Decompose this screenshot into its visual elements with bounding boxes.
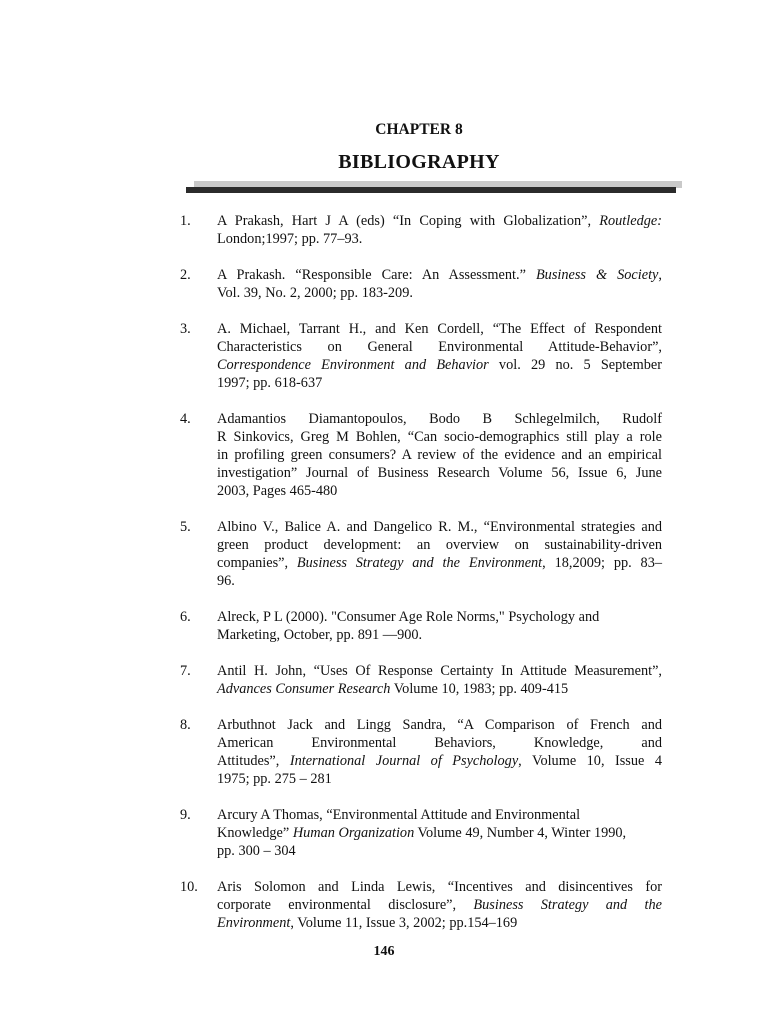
entry-number: 9. xyxy=(180,807,191,823)
bibliography-entry xyxy=(180,320,662,392)
entry-text xyxy=(217,212,662,248)
entry-text xyxy=(217,878,662,932)
entry-line xyxy=(217,896,662,914)
citation-text: Arbuthnot Jack and Lingg Sandra, “A Comparison of French and xyxy=(217,717,662,733)
entry-line xyxy=(217,410,662,428)
entry-line xyxy=(217,626,662,644)
entry-line xyxy=(217,518,662,536)
citation-source: Business Strategy and the xyxy=(473,897,662,913)
citation-text: green product development: an overview on sustainability-driven xyxy=(217,537,662,553)
entry-line xyxy=(217,716,662,734)
citation-source: Correspondence Environment and Behavior xyxy=(217,357,489,373)
citation-text: corporate environmental disclosure”, xyxy=(217,897,474,913)
citation-text: Adamantios Diamantopoulos, Bodo B Schlegelmilch, Rudolf xyxy=(217,411,662,427)
entry-line xyxy=(217,446,662,464)
citation-source: Human Organization xyxy=(292,825,415,841)
entry-line xyxy=(217,266,662,284)
bibliography-entry xyxy=(180,716,662,788)
citation-source: Advances Consumer Research xyxy=(217,681,391,697)
entry-line xyxy=(217,356,662,374)
bibliography-entry xyxy=(180,662,662,698)
citation-text: , 18,2009; pp. 83– xyxy=(542,555,663,571)
citation-text: Marketing, October, pp. 891 —900. xyxy=(217,627,423,643)
entry-line xyxy=(217,806,662,824)
entry-number: 5. xyxy=(180,519,191,535)
entry-number: 2. xyxy=(180,267,191,283)
entry-line xyxy=(217,284,662,302)
citation-text: A Prakash. “Responsible Care: An Assessment.” xyxy=(217,267,536,283)
entry-line xyxy=(217,374,662,392)
entry-text xyxy=(217,662,662,698)
citation-text: , Volume 10, Issue 4 xyxy=(518,753,662,769)
citation-text: Vol. 39, No. 2, 2000; pp. 183-209. xyxy=(217,285,413,301)
entry-line xyxy=(217,842,662,860)
bibliography-entry xyxy=(180,266,662,302)
entry-text xyxy=(217,716,662,788)
entry-line xyxy=(217,464,662,482)
citation-text: American Environmental Behaviors, Knowledge, and xyxy=(217,735,662,751)
citation-source: Environment xyxy=(217,915,291,931)
citation-text: Volume 10, 1983; pp. 409-415 xyxy=(390,681,569,697)
chapter-label: CHAPTER 8 xyxy=(375,121,463,138)
entry-number: 4. xyxy=(180,411,191,427)
citation-text: R Sinkovics, Greg M Bohlen, “Can socio-demographics still play a role xyxy=(217,429,662,445)
bibliography-list xyxy=(180,212,662,950)
rule-bar xyxy=(186,187,676,193)
entry-line xyxy=(217,914,662,932)
citation-text: Knowledge” xyxy=(217,825,293,841)
citation-text: companies”, xyxy=(217,555,297,571)
entry-number: 10. xyxy=(180,879,198,895)
entry-line xyxy=(217,608,662,626)
entry-line xyxy=(217,662,662,680)
citation-text: Volume 49, Number 4, Winter 1990, xyxy=(414,825,627,841)
citation-text: investigation” Journal of Business Research Volume 56, Issue 6, June xyxy=(217,465,662,481)
entry-text xyxy=(217,320,662,392)
entry-number: 1. xyxy=(180,213,191,229)
citation-text: A Prakash, Hart J A (eds) “In Coping with Globalization”, xyxy=(217,213,600,229)
citation-text: 96. xyxy=(217,573,235,589)
entry-number: 3. xyxy=(180,321,191,337)
entry-line xyxy=(217,338,662,356)
entry-line xyxy=(217,878,662,896)
entry-line xyxy=(217,572,662,590)
citation-text: London;1997; pp. 77–93. xyxy=(217,231,363,247)
entry-line xyxy=(217,554,662,572)
entry-line xyxy=(217,230,662,248)
entry-text xyxy=(217,518,662,590)
entry-number: 6. xyxy=(180,609,191,625)
bibliography-entry xyxy=(180,410,662,500)
citation-source: Business & Society xyxy=(535,267,659,283)
entry-line xyxy=(217,824,662,842)
citation-text: Attitudes”, xyxy=(217,753,290,769)
title-rule xyxy=(186,181,678,195)
citation-text: vol. 29 no. 5 September xyxy=(488,357,662,373)
bibliography-entry xyxy=(180,878,662,932)
citation-text: , Volume 11, Issue 3, 2002; pp.154–169 xyxy=(290,915,518,931)
entry-number: 8. xyxy=(180,717,191,733)
citation-text: pp. 300 – 304 xyxy=(217,843,296,859)
entry-text xyxy=(217,608,662,644)
entry-line xyxy=(217,428,662,446)
entry-line xyxy=(217,680,662,698)
entry-line xyxy=(217,212,662,230)
entry-text xyxy=(217,266,662,302)
entry-text xyxy=(217,806,662,860)
citation-text: 1997; pp. 618-637 xyxy=(217,375,323,391)
citation-text: 2003, Pages 465-480 xyxy=(217,483,338,499)
citation-text: Characteristics on General Environmental Attitude-Behavior”, xyxy=(217,339,662,355)
citation-text: Alreck, P L (2000). "Consumer Age Role Norms," Psychology and xyxy=(217,609,600,625)
entry-number: 7. xyxy=(180,663,191,679)
citation-text: Aris Solomon and Linda Lewis, “Incentives and disincentives for xyxy=(217,879,662,895)
citation-text: Arcury A Thomas, “Environmental Attitude and Environmental xyxy=(217,807,581,823)
page-number: 146 xyxy=(373,944,395,959)
bibliography-entry xyxy=(180,806,662,860)
entry-text xyxy=(217,410,662,500)
entry-line xyxy=(217,734,662,752)
entry-line xyxy=(217,770,662,788)
entry-line xyxy=(217,752,662,770)
citation-source: International Journal of Psychology xyxy=(289,753,519,769)
citation-source: Routledge: xyxy=(599,213,662,229)
entry-line xyxy=(217,320,662,338)
bibliography-entry xyxy=(180,518,662,590)
bibliography-entry xyxy=(180,212,662,248)
citation-text: Antil H. John, “Uses Of Response Certainty In Attitude Measurement”, xyxy=(217,663,662,679)
entry-line xyxy=(217,536,662,554)
bibliography-entry xyxy=(180,608,662,644)
citation-text: 1975; pp. 275 – 281 xyxy=(217,771,332,787)
citation-text: A. Michael, Tarrant H., and Ken Cordell, “The Effect of Respondent xyxy=(217,321,662,337)
citation-text: Albino V., Balice A. and Dangelico R. M., “Environmental strategies and xyxy=(217,519,662,535)
citation-text: in profiling green consumers? A review of the evidence and an empirical xyxy=(217,447,662,463)
citation-text: , xyxy=(658,267,662,283)
entry-line xyxy=(217,482,662,500)
page-title: BIBLIOGRAPHY xyxy=(338,151,500,173)
citation-source: Business Strategy and the Environment xyxy=(296,555,543,571)
